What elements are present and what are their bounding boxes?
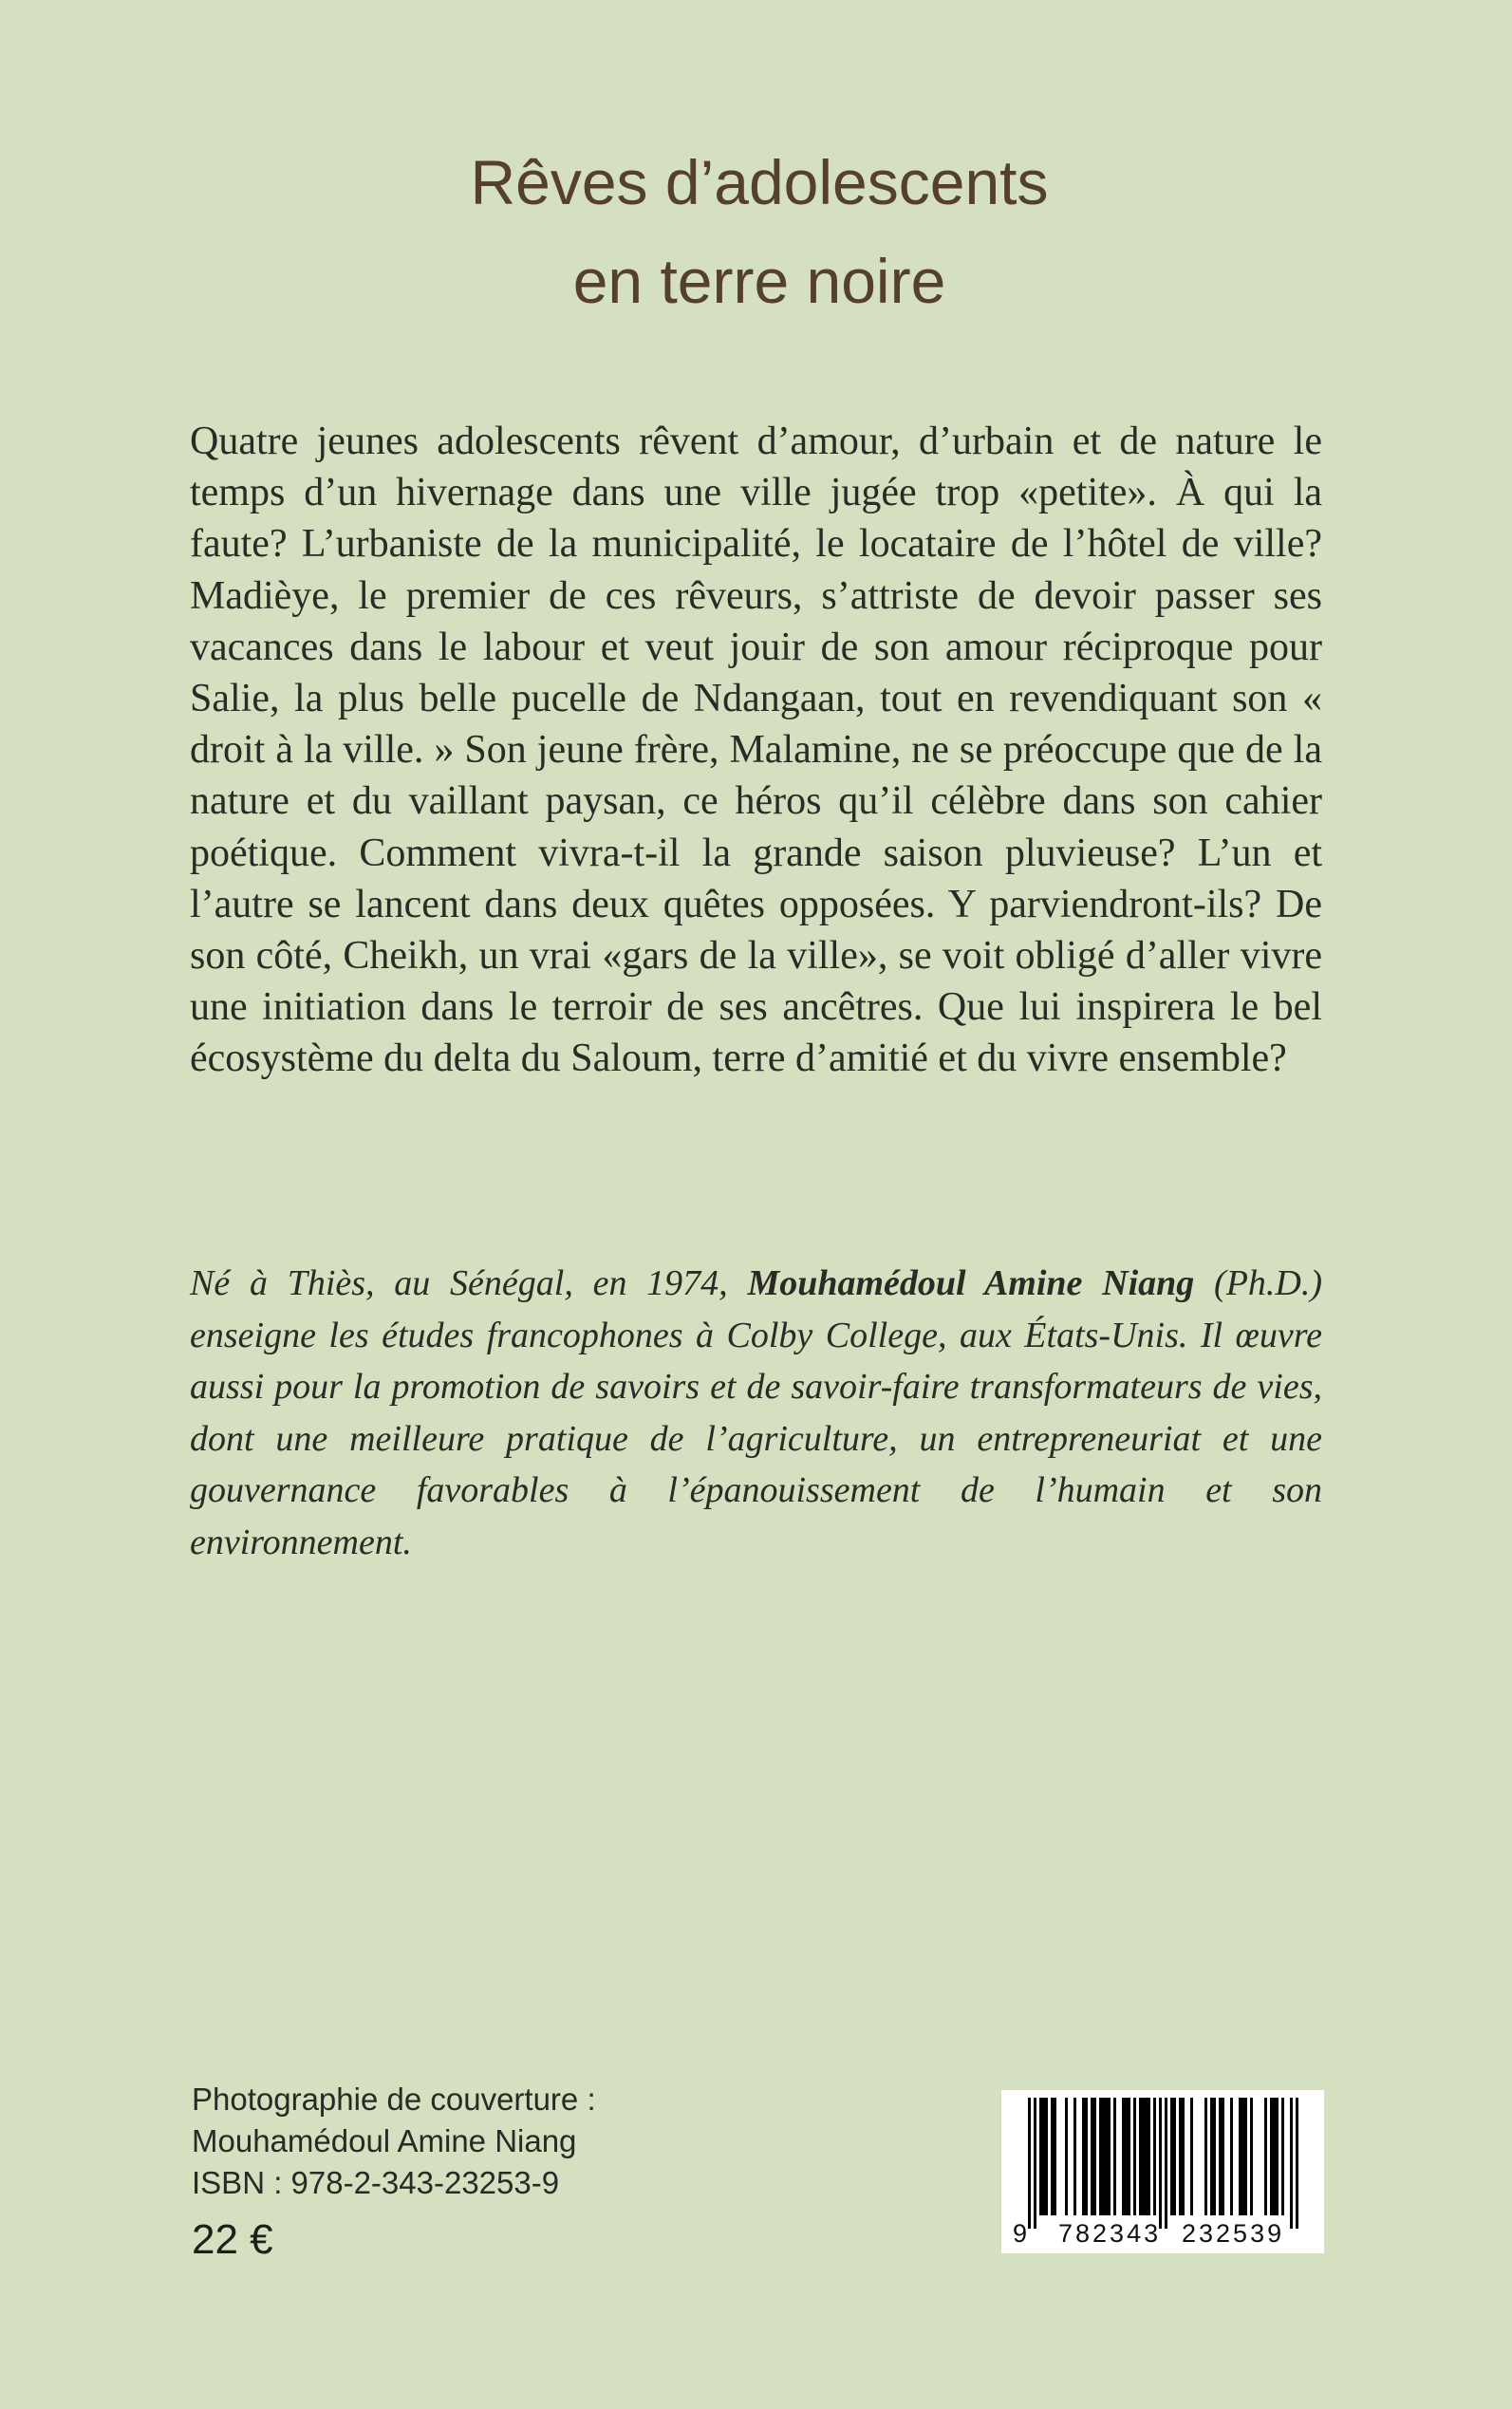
- barcode-bar: [1276, 2098, 1279, 2215]
- barcode-bar: [1085, 2098, 1088, 2215]
- bio-intro: Né à Thiès, au Sénégal, en 1974,: [190, 1263, 748, 1303]
- barcode-bar: [1102, 2098, 1105, 2215]
- barcode-bar: [1039, 2098, 1042, 2215]
- barcode-bar: [1270, 2098, 1273, 2215]
- barcode-right-group: 232539: [1182, 2219, 1285, 2248]
- barcode-bar: [1148, 2098, 1150, 2215]
- barcode-bar: [1296, 2098, 1298, 2229]
- barcode-bar: [1122, 2098, 1125, 2215]
- barcode-bar: [1133, 2098, 1136, 2215]
- barcode-bar: [1190, 2098, 1193, 2215]
- barcode-bar: [1204, 2098, 1207, 2215]
- barcode-bar: [1222, 2098, 1224, 2215]
- barcode-bar: [1250, 2098, 1253, 2215]
- barcode-bar: [1170, 2098, 1173, 2215]
- barcode-bar: [1273, 2098, 1276, 2215]
- barcode-bar: [1105, 2098, 1108, 2215]
- isbn-line: ISBN : 978-2-343-23253-9: [192, 2165, 560, 2200]
- book-title: [285, 133, 1234, 330]
- barcode-bar: [1179, 2098, 1182, 2215]
- barcode-bar: [1054, 2098, 1056, 2215]
- photo-credit-label: Photographie de couverture :: [192, 2082, 596, 2117]
- author-name: Mouhamédoul Amine Niang: [747, 1263, 1195, 1303]
- barcode-bar: [1034, 2098, 1036, 2229]
- barcode-bar: [1182, 2098, 1185, 2215]
- barcode-bar: [1139, 2098, 1142, 2215]
- barcode-bar: [1065, 2098, 1068, 2215]
- barcode-left-group: 782343: [1058, 2219, 1162, 2248]
- barcode-bar: [1093, 2098, 1096, 2215]
- barcode-bar: [1125, 2098, 1128, 2215]
- barcode-bar: [1159, 2098, 1162, 2229]
- barcode-bar: [1244, 2098, 1247, 2215]
- barcode-bar: [1091, 2098, 1093, 2215]
- barcode-bar: [1099, 2098, 1102, 2215]
- barcode-bar: [1264, 2098, 1267, 2215]
- barcode-bar: [1210, 2098, 1213, 2215]
- barcode-bar: [1051, 2098, 1054, 2215]
- barcode-bar: [1142, 2098, 1145, 2215]
- barcode-bar: [1213, 2098, 1216, 2215]
- barcode-bar: [1045, 2098, 1048, 2215]
- barcode-first-digit: 9: [1013, 2219, 1028, 2248]
- barcode-bar: [1241, 2098, 1244, 2215]
- cover-credits: [192, 2079, 596, 2204]
- barcode: [1001, 2090, 1324, 2253]
- author-bio: [190, 1258, 1322, 1568]
- bio-body: (Ph.D.) enseigne les études francophones à Colby College, aux États-Unis. Il œuvre aussi pour la promotion de savoirs et de savoir-faire transformateurs de vies, dont une meilleure pratique de l’agriculture, un entrepreneuriat et une gouvernance favorables à l’épanouissement de l’humain et son environnement.: [190, 1263, 1323, 1562]
- barcode-bar: [1113, 2098, 1116, 2215]
- barcode-bar: [1290, 2098, 1293, 2229]
- photographer-name: Mouhamédoul Amine Niang: [192, 2123, 577, 2158]
- barcode-bar: [1145, 2098, 1148, 2215]
- barcode-bar: [1153, 2098, 1156, 2215]
- barcode-bar: [1173, 2098, 1176, 2215]
- barcode-bar: [1128, 2098, 1130, 2215]
- barcode-bar: [1082, 2098, 1085, 2215]
- barcode-digits: [1001, 2217, 1324, 2250]
- title-line-2: en terre noire: [572, 246, 946, 316]
- title-line-1: Rêves d’adolescents: [470, 147, 1049, 217]
- barcode-bar: [1281, 2098, 1284, 2215]
- barcode-bar: [1219, 2098, 1222, 2215]
- barcode-bar: [1042, 2098, 1045, 2215]
- barcode-bar: [1230, 2098, 1233, 2215]
- barcode-bar: [1073, 2098, 1076, 2215]
- barcode-bar: [1028, 2098, 1031, 2229]
- barcode-bar: [1108, 2098, 1111, 2215]
- barcode-bar: [1239, 2098, 1241, 2215]
- price: 22 €: [192, 2216, 273, 2263]
- book-blurb: Quatre jeunes adolescents rêvent d’amour, d’urbain et de nature le temps d’un hivernage dans une ville jugée trop «petite». À qui la faute? L’urbaniste de la municipalité, le locataire de l’hôtel de ville? Madièye, le premier de ces rêveurs, s’attriste de devoir passer ses vacances dans le labour et veut jouir de son amour réciproque pour Salie, la plus belle pucelle de Ndangaan, tout en revendiquant son « droit à la ville. » Son jeune frère, Malamine, ne se préoccupe que de la nature et du vaillant paysan, ce héros qu’il célèbre dans son cahier poétique. Comment vivra-t-il la grande saison pluvieuse? L’un et l’autre se lancent dans deux quêtes opposées. Y parviendront-ils? De son côté, Cheikh, un vrai «gars de la ville», se voit obligé d’aller vivre une initiation dans le terroir de ses ancêtres. Que lui inspirera le bel écosystème du delta du Saloum, terre d’amitié et du vivre ensemble?: [190, 420, 1322, 1081]
- barcode-bar: [1165, 2098, 1167, 2229]
